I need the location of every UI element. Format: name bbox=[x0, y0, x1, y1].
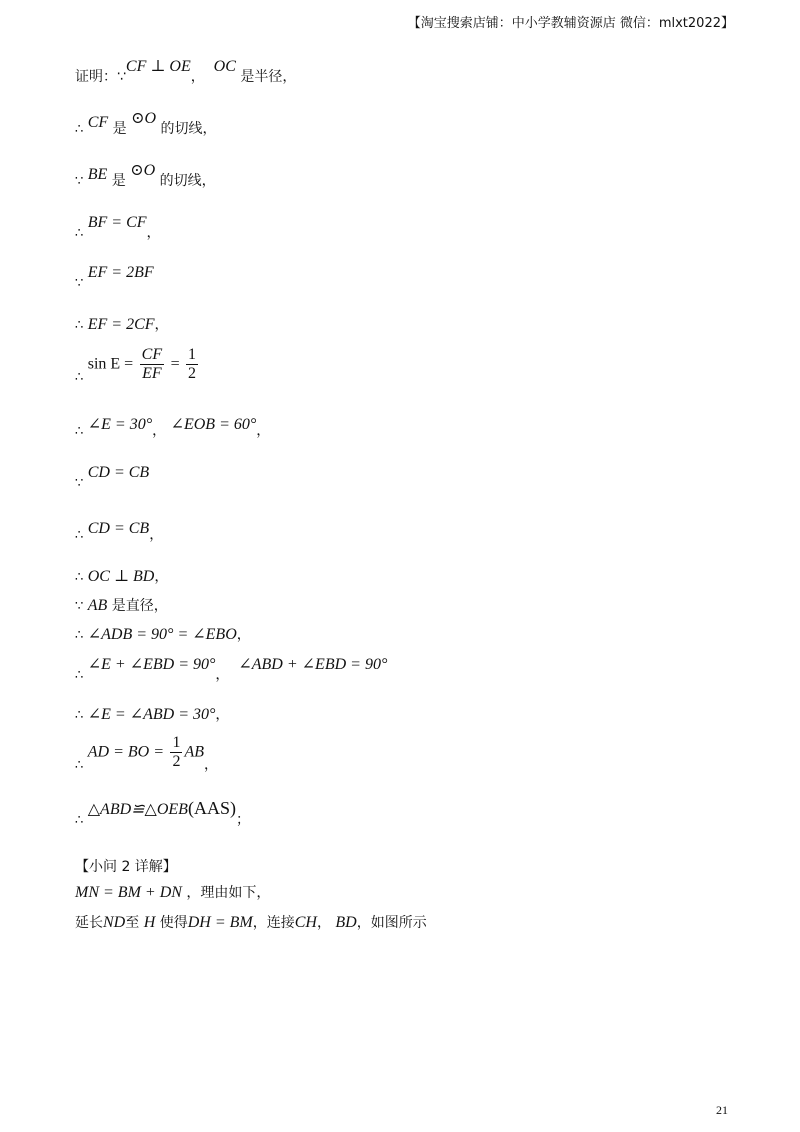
page-number: 21 bbox=[716, 1103, 728, 1117]
proof-line-14: ∴ ∠E + ∠EBD = 90°， ∠ABD + ∠EBD = 90° bbox=[75, 656, 388, 683]
proof-line-19: MN = BM + DN ，理由如下， bbox=[75, 884, 271, 901]
proof-line-1: 证明：∵CF ⊥ OE， OC 是半径， bbox=[75, 58, 297, 85]
proof-line-4: ∴ BF = CF， bbox=[75, 214, 161, 241]
proof-line-6: ∴ EF = 2CF， bbox=[75, 316, 169, 333]
proof-line-13: ∴ ∠ADB = 90° = ∠EBO， bbox=[75, 626, 251, 643]
proof-line-9: ∵ CD = CB bbox=[75, 464, 150, 491]
proof-line-7: ∴ sin E = $\frac{CF}{EF}$ = $\frac{1}{2}$ bbox=[75, 346, 197, 385]
proof-line-8: ∴ ∠E = 30°， ∠EOB = 60°， bbox=[75, 416, 271, 439]
proof-line-17: ∴ △ABD≌△OEB(AAS)； bbox=[75, 798, 250, 828]
section-heading-question-2: 【小问 2 详解】 bbox=[75, 859, 177, 875]
proof-line-15: ∴ ∠E = ∠ABD = 30°， bbox=[75, 706, 230, 723]
proof-line-10: ∴ CD = CB， bbox=[75, 520, 164, 543]
fraction-one-half: $\frac{1}{2}$ bbox=[188, 346, 197, 382]
proof-line-12: ∵ AB 是直径， bbox=[75, 597, 168, 614]
proof-line-16: ∴ AD = BO = $\frac{1}{2}$ AB， bbox=[75, 734, 218, 773]
proof-line-3: ∵ BE 是 ⊙O 的切线， bbox=[75, 162, 216, 189]
proof-line-5: ∵ EF = 2BF bbox=[75, 264, 154, 291]
fraction-cf-ef: $\frac{CF}{EF}$ bbox=[141, 346, 163, 382]
proof-line-20: 延长ND至 H 使得DH = BM，连接CH， BD，如图所示 bbox=[75, 914, 427, 931]
proof-line-2: ∴ CF 是 ⊙O 的切线， bbox=[75, 110, 217, 137]
proof-line-11: ∴ OC ⊥ BD， bbox=[75, 568, 169, 585]
fraction-one-half-ab: $\frac{1}{2}$ bbox=[172, 734, 181, 770]
page-header: 【淘宝搜索店铺：中小学教辅资源店 微信：mlxt2022】 bbox=[407, 16, 734, 31]
